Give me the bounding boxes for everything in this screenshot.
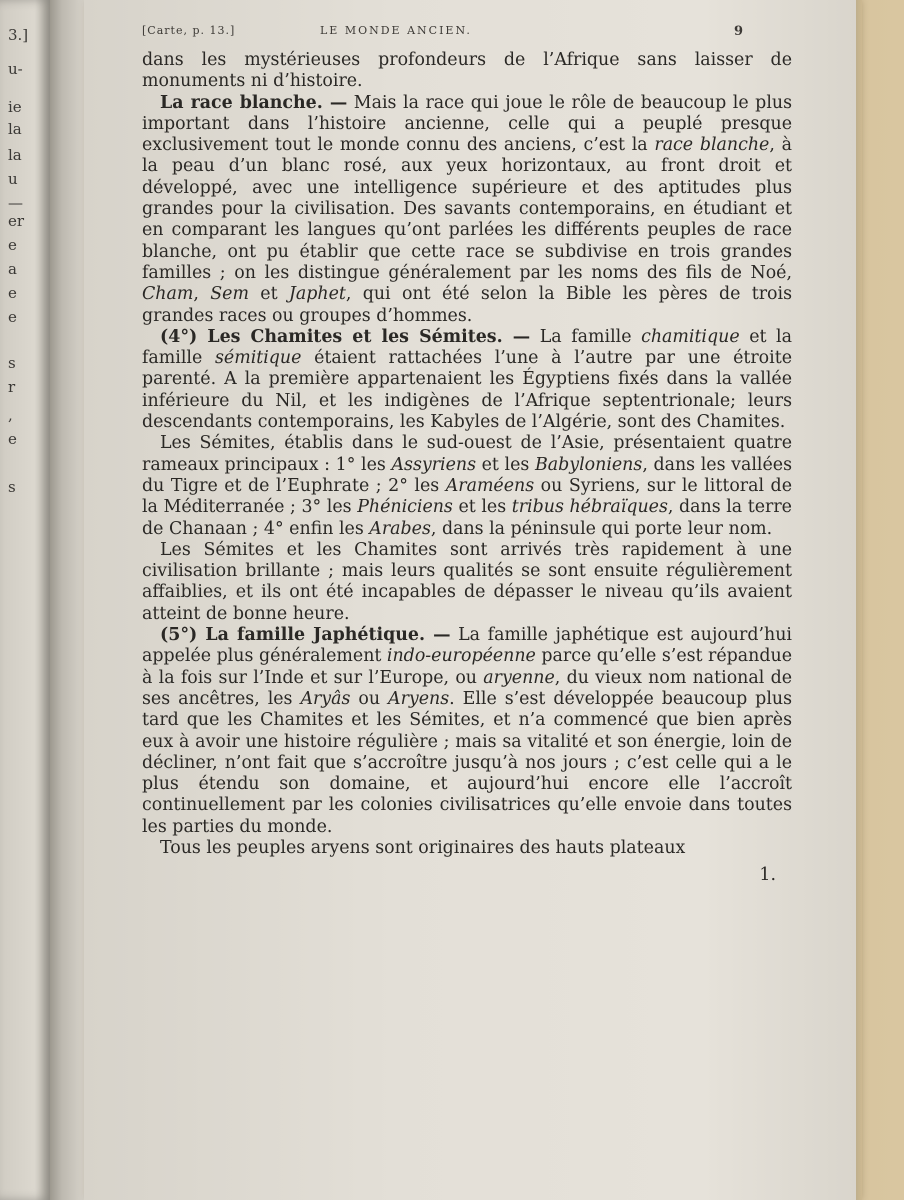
text-run: dans les mystérieuses profondeurs de l’Afrique sans laisser de monuments ni d’histoire. <box>142 50 792 92</box>
left-page-edge <box>0 0 50 1200</box>
paragraph <box>142 93 792 327</box>
left-page-fragment: er <box>8 212 25 230</box>
paragraph <box>142 50 792 93</box>
left-page-fragment: la <box>8 120 22 138</box>
paragraph <box>142 625 792 838</box>
text-run: ou <box>350 688 389 709</box>
left-page-fragment: a <box>8 260 17 278</box>
italic-term: Babyloniens <box>534 454 643 475</box>
text-run: Les Sémites, établis dans le sud-ouest de l’Asie, présentaient quatre rameaux principaux : 1° les <box>142 433 792 475</box>
left-page-fragment: s <box>8 354 16 372</box>
left-page-fragment: ie <box>8 98 22 116</box>
paragraph <box>142 327 792 433</box>
text-run: Tous les peuples aryens sont originaires des hauts plateaux <box>160 837 686 858</box>
italic-term: Aryens <box>388 688 450 709</box>
running-header <box>142 24 744 40</box>
italic-term: race blanche <box>654 135 770 156</box>
text-run: et <box>248 284 289 305</box>
left-page-fragment: e <box>8 430 17 448</box>
italic-term: sémitique <box>214 348 302 369</box>
page-edge-shadow <box>856 0 862 1200</box>
italic-term: Araméens <box>445 475 535 496</box>
text-run: Mais la race qui joue le rôle de beaucoup le plus important dans l’histoire ancienne, celle qui a peuplé presque exclusivement tout le monde connu des anciens, c’est la <box>142 92 793 156</box>
paragraph-heading: (4°) Les Chamites et les Sémites. — <box>160 326 531 347</box>
italic-term: chamitique <box>641 326 740 347</box>
text-run: , à la peau d’un blanc rosé, aux yeux horizontaux, au front droit et développé, avec une intelligence supérieure et des aptitudes plus grandes pour la civilisation. Des savants contemporains, en étudiant et en comparant les langues qu’ont parlées les différents peuples de race blanche, ont pu établir que cette race se subdivise en trois grandes familles ; on les distingue généralement par les noms des fils de Noé, <box>142 135 792 283</box>
paragraph <box>142 838 792 859</box>
left-page-fragment: s <box>8 478 16 496</box>
paragraph-heading: (5°) La famille Japhétique. — <box>160 625 451 646</box>
text-run: et les <box>476 454 535 475</box>
text-run: et les <box>452 497 512 518</box>
header-map-reference: [Carte, p. 13.] <box>142 24 236 37</box>
left-page-fragment: la <box>8 146 22 164</box>
paragraph <box>142 433 792 539</box>
page-number: 9 <box>733 24 744 39</box>
italic-term: Cham <box>142 284 194 305</box>
italic-term: Aryâs <box>300 688 351 709</box>
left-page-fragment: e <box>8 308 17 326</box>
text-run: , <box>193 284 211 305</box>
left-page-fragment: 3.] <box>8 26 29 44</box>
body-text <box>142 50 792 887</box>
text-run: , du vieux nom national de ses ancêtres, les <box>142 667 792 709</box>
text-run: La famille japhétique est aujourd’hui appelée plus généralement <box>142 625 792 667</box>
left-page-fragment: r <box>8 378 16 396</box>
text-run: Les Sémites et les Chamites sont arrivés très rapidement à une civilisation brillante ; mais leurs qualités se sont ensuite régulièrement affaiblies, et ils ont été incapables de dépasser le niveau qu’ils avaient atteint de bonne heure. <box>142 539 792 624</box>
text-run: , qui ont été selon la Bible les pères de trois grandes races ou groupes d’hommes. <box>142 284 792 326</box>
book-gutter <box>50 0 84 1200</box>
header-title: LE MONDE ANCIEN. <box>320 24 472 37</box>
text-run: ou Syriens, sur le littoral de la Méditerranée ; 3° les <box>142 475 792 518</box>
italic-term: Arabes <box>369 518 431 539</box>
left-page-fragment: — <box>8 194 23 212</box>
text-run: et la famille <box>142 326 792 369</box>
left-page-fragment: e <box>8 236 17 254</box>
italic-term: Japhet <box>288 284 346 305</box>
italic-term: indo-européenne <box>386 646 536 667</box>
italic-term: Phéniciens <box>357 497 453 518</box>
text-run: parce qu’elle s’est répandue à la fois sur l’Inde et sur l’Europe, ou <box>142 646 792 688</box>
text-run: . Elle s’est développée beaucoup plus tard que les Chamites et les Sémites, et n’a commencé que bien après eux à avoir une histoire régulière ; mais sa vitalité et son énergie, loin de décliner, n’ont fait que s’accroître jusqu’à nos jours ; c’est celle qui a le plus étendu son domaine, et aujourd’hui encore elle l’accroît continuellement par les colonies civilisatrices qu’elle envoie dans toutes les parties du monde. <box>142 688 792 837</box>
italic-term: Assyriens <box>391 454 476 475</box>
left-page-fragment: u- <box>8 60 23 78</box>
paragraph <box>142 540 792 625</box>
left-page-fragment: u <box>8 170 18 188</box>
text-run: La famille <box>530 326 642 347</box>
text-run: , dans les vallées du Tigre et de l’Euphrate ; 2° les <box>142 454 792 496</box>
left-page-fragment: , <box>8 406 13 424</box>
signature-mark: 1. <box>759 865 776 886</box>
italic-term: tribus hébraïques <box>511 497 668 518</box>
text-run: , dans la terre de Chanaan ; 4° enfin les <box>142 497 792 539</box>
text-run: étaient rattachées l’une à l’autre par une étroite parenté. A la première appartenaient les Égyptiens fixés dans la vallée inférieure du Nil, et les indigènes de l’Afrique septentrionale; leurs descendants contemporains, les Kabyles de l’Algérie, sont des Chamites. <box>142 348 792 433</box>
book-page <box>84 0 856 1200</box>
paragraph-heading: La race blanche. — <box>160 92 348 113</box>
text-run: , dans la péninsule qui porte leur nom. <box>430 518 773 539</box>
italic-term: Sem <box>210 284 249 305</box>
left-page-fragment: e <box>8 284 17 302</box>
italic-term: aryenne <box>483 667 555 688</box>
